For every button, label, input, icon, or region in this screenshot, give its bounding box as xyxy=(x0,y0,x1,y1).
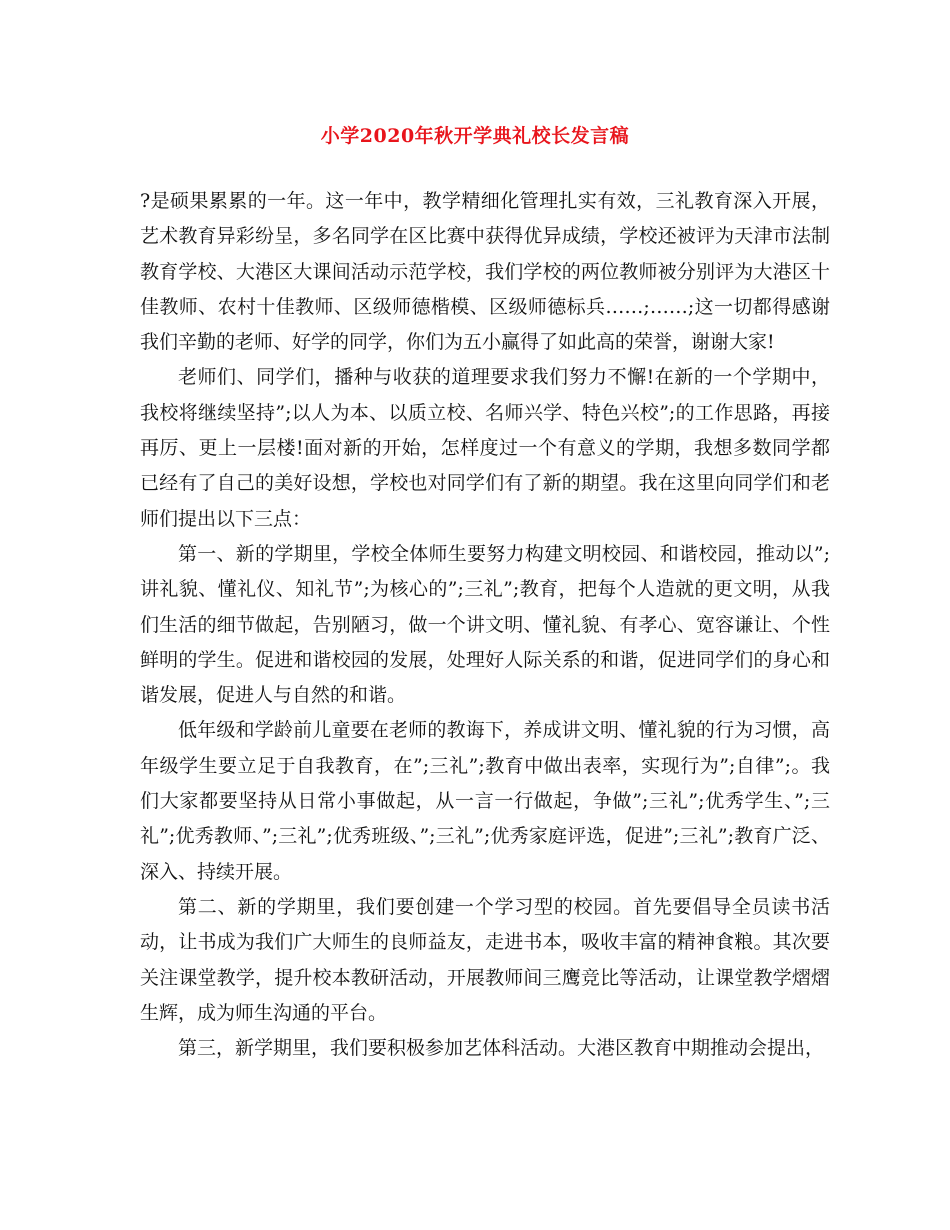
paragraph-3: 第一、新的学期里，学校全体师生要努力构建文明校园、和谐校园，推动以”;讲礼貌、懂礼仪、知礼节”;为核心的”;三礼”;教育，把每个人造就的更文明，从我们生活的细节做起，告别陋习，做一个讲文明、懂礼貌、有孝心、宽容谦让、个性鲜明的学生。促进和谐校园的发展，处理好人际关系的和谐，促进同学们的身心和谐发展，促进人与自然的和谐。 xyxy=(140,542,830,707)
paragraph-1: ?是硕果累累的一年。这一年中，教学精细化管理扎实有效，三礼教育深入开展，艺术教育异彩纷呈，多名同学在区比赛中获得优异成绩，学校还被评为天津市法制教育学校、大港区大课间活动示范学校，我们学校的两位教师被分别评为大港区十佳教师、农村十佳教师、区级师德楷模、区级师德标兵……;……;这一切都得感谢我们辛勤的老师、好学的同学，你们为五小赢得了如此高的荣誉，谢谢大家! xyxy=(140,190,830,354)
document-body xyxy=(140,184,830,1066)
paragraph-2: 老师们、同学们，播种与收获的道理要求我们努力不懈!在新的一个学期中，我校将继续坚持”;以人为本、以质立校、名师兴学、特色兴校”;的工作思路，再接再厉、更上一层楼!面对新的开始，怎样度过一个有意义的学期，我想多数同学都已经有了自己的美好设想，学校也对同学们有了新的期望。我在这里向同学们和老师们提出以下三点： xyxy=(140,366,830,530)
paragraph-5: 第二、新的学期里，我们要创建一个学习型的校园。首先要倡导全员读书活动，让书成为我们广大师生的良师益友，走进书本，吸收丰富的精神食粮。其次要关注课堂教学，提升校本教研活动，开展教师间三鹰竞比等活动，让课堂教学熠熠生辉，成为师生沟通的平台。 xyxy=(140,895,830,1024)
document-title: 小学2020年秋开学典礼校长发言稿 xyxy=(320,125,630,147)
paragraph-6: 第三，新学期里，我们要积极参加艺体科活动。大港区教育中期推动会提出， xyxy=(178,1037,825,1060)
paragraph-4: 低年级和学龄前儿童要在老师的教诲下，养成讲文明、懂礼貌的行为习惯，高年级学生要立足于自我教育，在”;三礼”;教育中做出表率，实现行为”;自律”;。我们大家都要坚持从日常小事做起，从一言一行做起，争做”;三礼”;优秀学生、”;三礼”;优秀教师、”;三礼”;优秀班级、”;三礼”;优秀家庭评选，促进”;三礼”;教育广泛、深入、持续开展。 xyxy=(140,719,830,883)
